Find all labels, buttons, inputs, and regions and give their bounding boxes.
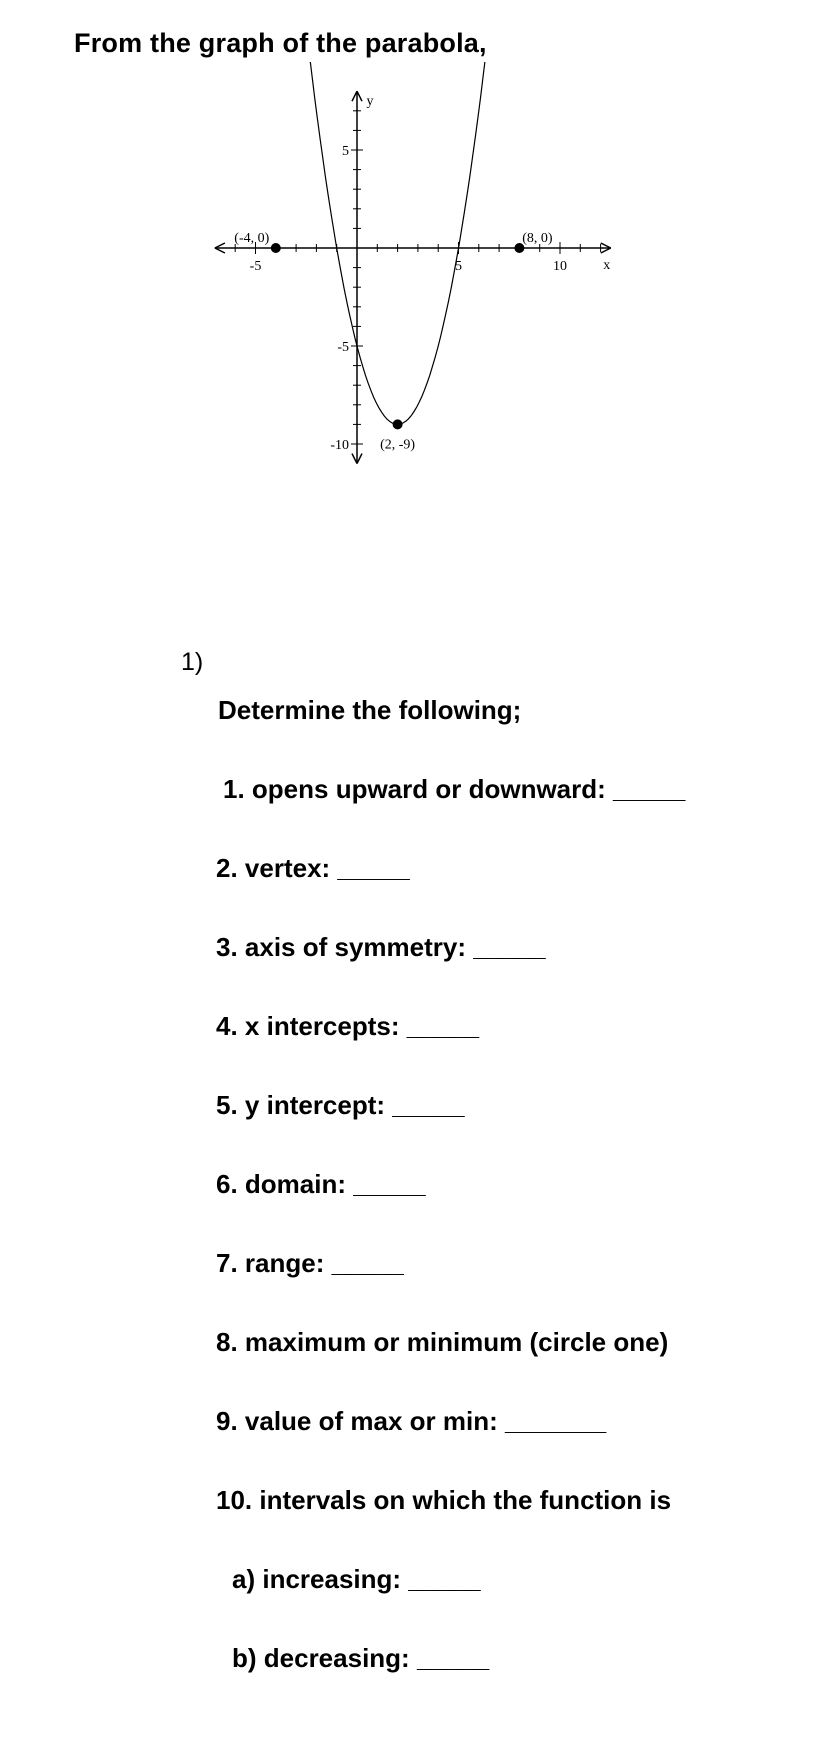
answer-blank[interactable]: _____ <box>337 853 410 883</box>
answer-blank[interactable]: _______ <box>504 1406 607 1436</box>
y-axis-label: y <box>366 94 374 110</box>
x-axis-label: x <box>603 258 611 273</box>
point-label: (8, 0) <box>522 231 553 246</box>
item-opens-direction <box>223 774 685 805</box>
graph-point <box>393 419 403 429</box>
item-text: 1. opens upward or downward: <box>223 774 614 804</box>
intro-text: From the graph of the parabola, <box>74 28 487 58</box>
item-y-intercept <box>216 1090 465 1121</box>
question-heading: Determine the following; <box>218 695 522 725</box>
item-text: b) decreasing: <box>232 1643 417 1673</box>
item-text: 4. x intercepts: <box>216 1011 407 1041</box>
x-tick-label: 5 <box>455 259 462 274</box>
graph-point <box>271 243 281 253</box>
item-text: 8. maximum or minimum (circle one) <box>216 1327 669 1357</box>
answer-blank[interactable]: _____ <box>408 1564 481 1594</box>
y-tick-label: -5 <box>337 340 349 355</box>
answer-blank[interactable]: _____ <box>353 1169 426 1199</box>
item-text: 2. vertex: <box>216 853 338 883</box>
item-text: a) increasing: <box>232 1564 409 1594</box>
item-domain <box>216 1169 426 1200</box>
answer-blank[interactable]: _____ <box>416 1643 490 1673</box>
x-tick-label: 10 <box>553 259 567 274</box>
item-range <box>216 1248 404 1279</box>
answer-blank[interactable]: _____ <box>392 1090 465 1120</box>
parabola-graph <box>190 62 640 482</box>
item-increasing <box>232 1564 481 1595</box>
parabola-curve <box>245 62 566 424</box>
y-tick-label: 5 <box>342 144 349 159</box>
y-tick-label: -10 <box>330 438 349 453</box>
item-vertex <box>216 853 410 884</box>
item-text: 7. range: <box>216 1248 332 1278</box>
point-label: (2, -9) <box>380 437 416 453</box>
item-text: 5. y intercept: <box>216 1090 393 1120</box>
item-decreasing <box>232 1643 489 1674</box>
item-text: 9. value of max or min: <box>216 1406 505 1436</box>
item-max-or-min <box>216 1327 668 1358</box>
point-label: (-4, 0) <box>234 231 270 246</box>
item-intervals <box>216 1485 671 1516</box>
answer-blank[interactable]: _____ <box>331 1248 404 1278</box>
x-tick-label: -5 <box>249 259 262 274</box>
item-text: 3. axis of symmetry: <box>216 932 474 962</box>
item-text: 6. domain: <box>216 1169 354 1199</box>
item-text: 10. intervals on which the function is <box>216 1485 672 1515</box>
item-value-max-min <box>216 1406 606 1437</box>
answer-blank[interactable]: _____ <box>406 1011 480 1041</box>
answer-blank[interactable]: _____ <box>613 774 686 804</box>
question-number: 1) <box>181 648 204 676</box>
item-axis-of-symmetry <box>216 932 546 963</box>
answer-blank[interactable]: _____ <box>473 932 546 962</box>
item-x-intercepts <box>216 1011 479 1042</box>
